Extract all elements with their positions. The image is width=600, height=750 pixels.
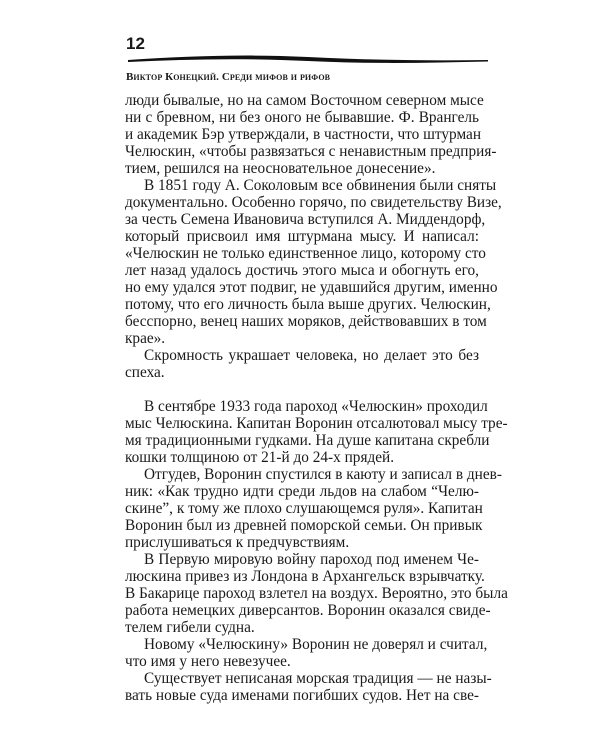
text-line: ник: «Как трудно идти среди льдов на слабом “Челю-	[125, 483, 479, 500]
text-line: за честь Семена Ивановича вступился А. Миддендорф,	[125, 211, 486, 228]
text-line: крае».	[125, 330, 166, 347]
text-line: люскина привез из Лондона в Архангельск взрывчатку.	[125, 568, 485, 585]
text-line: мыс Челюскина. Капитан Воронин отсалютовал мысу тре-	[125, 415, 508, 432]
text-line: документально. Особенно горячо, по свидетельству Визе,	[125, 194, 502, 211]
text-line: потому, что его личность была выше других. Челюскин,	[125, 296, 491, 313]
body-text	[125, 92, 508, 704]
text-line: бесспорно, венец наших моряков, действовавших в том	[125, 313, 487, 330]
text-line: спеха.	[125, 364, 165, 381]
text-line: но ему удался этот подвиг, не удавшийся другим, именно	[125, 279, 498, 296]
paragraph	[125, 636, 488, 670]
text-line: скине”, к тому же плохо слушающемся руля». Капитан	[125, 500, 483, 517]
paragraph	[125, 466, 502, 551]
text-line: В 1851 году А. Соколовым все обвинения были сняты	[144, 177, 497, 194]
text-line: люди бывалые, но на самом Восточном северном мысе	[125, 92, 484, 109]
header-brush-rule	[128, 52, 488, 66]
page-number: 12	[126, 34, 145, 53]
text-line: кошки толщиною от 21-й до 24-х прядей.	[125, 449, 395, 466]
text-line: В Первую мировую войну пароход под именем Че-	[144, 551, 479, 568]
text-line: телем гибели судна.	[125, 619, 255, 636]
text-line: вать новые суда именами погибших судов. Нет на све-	[125, 687, 479, 704]
text-line: Существует неписаная морская традиция — не назы-	[144, 670, 492, 687]
text-line: «Челюскин не только единственное лицо, которому сто	[125, 245, 486, 262]
text-line: ни с бревном, ни без оного не бывавшие. Ф. Врангель	[125, 109, 479, 126]
text-line: Челюскин, «чтобы развязаться с ненавистным предприя-	[125, 143, 497, 160]
text-line: и академик Бэр утверждали, в частности, что штурман	[125, 126, 482, 143]
text-line: В Бакарице пароход взлетел на воздух. Вероятно, это была	[125, 585, 508, 602]
text-line: В сентябре 1933 года пароход «Челюскин» проходил	[144, 398, 488, 415]
paragraph	[125, 398, 508, 466]
text-line: тием, решился на неосновательное донесение».	[125, 160, 436, 177]
paragraph	[125, 92, 497, 177]
paragraph	[125, 551, 508, 636]
text-line: Скромность украшает человека, но делает это без	[144, 347, 479, 364]
text-line: лет назад удалось достичь этого мыса и обогнуть его,	[125, 262, 479, 279]
section-gap	[125, 381, 479, 398]
paragraph	[125, 670, 492, 704]
text-line: мя традиционными гудками. На душе капитана скребли	[125, 432, 490, 449]
running-head: Виктор Конецкий. Среди мифов и рифов	[126, 71, 331, 83]
text-line: который присвоил имя штурмана мысу. И написал:	[125, 228, 479, 245]
text-line: Новому «Челюскину» Воронин не доверял и считал,	[144, 636, 488, 653]
text-line: прислушиваться к предчувствиям.	[125, 534, 350, 551]
text-line: Отгудев, Воронин спустился в каюту и записал в днев-	[144, 466, 502, 483]
text-line: что имя у него невезучее.	[125, 653, 291, 670]
paragraph	[125, 177, 502, 347]
text-line: Воронин был из древней поморской семьи. Он привык	[125, 517, 483, 534]
text-line: работа немецких диверсантов. Воронин оказался свиде-	[125, 602, 491, 619]
paragraph	[125, 347, 479, 381]
